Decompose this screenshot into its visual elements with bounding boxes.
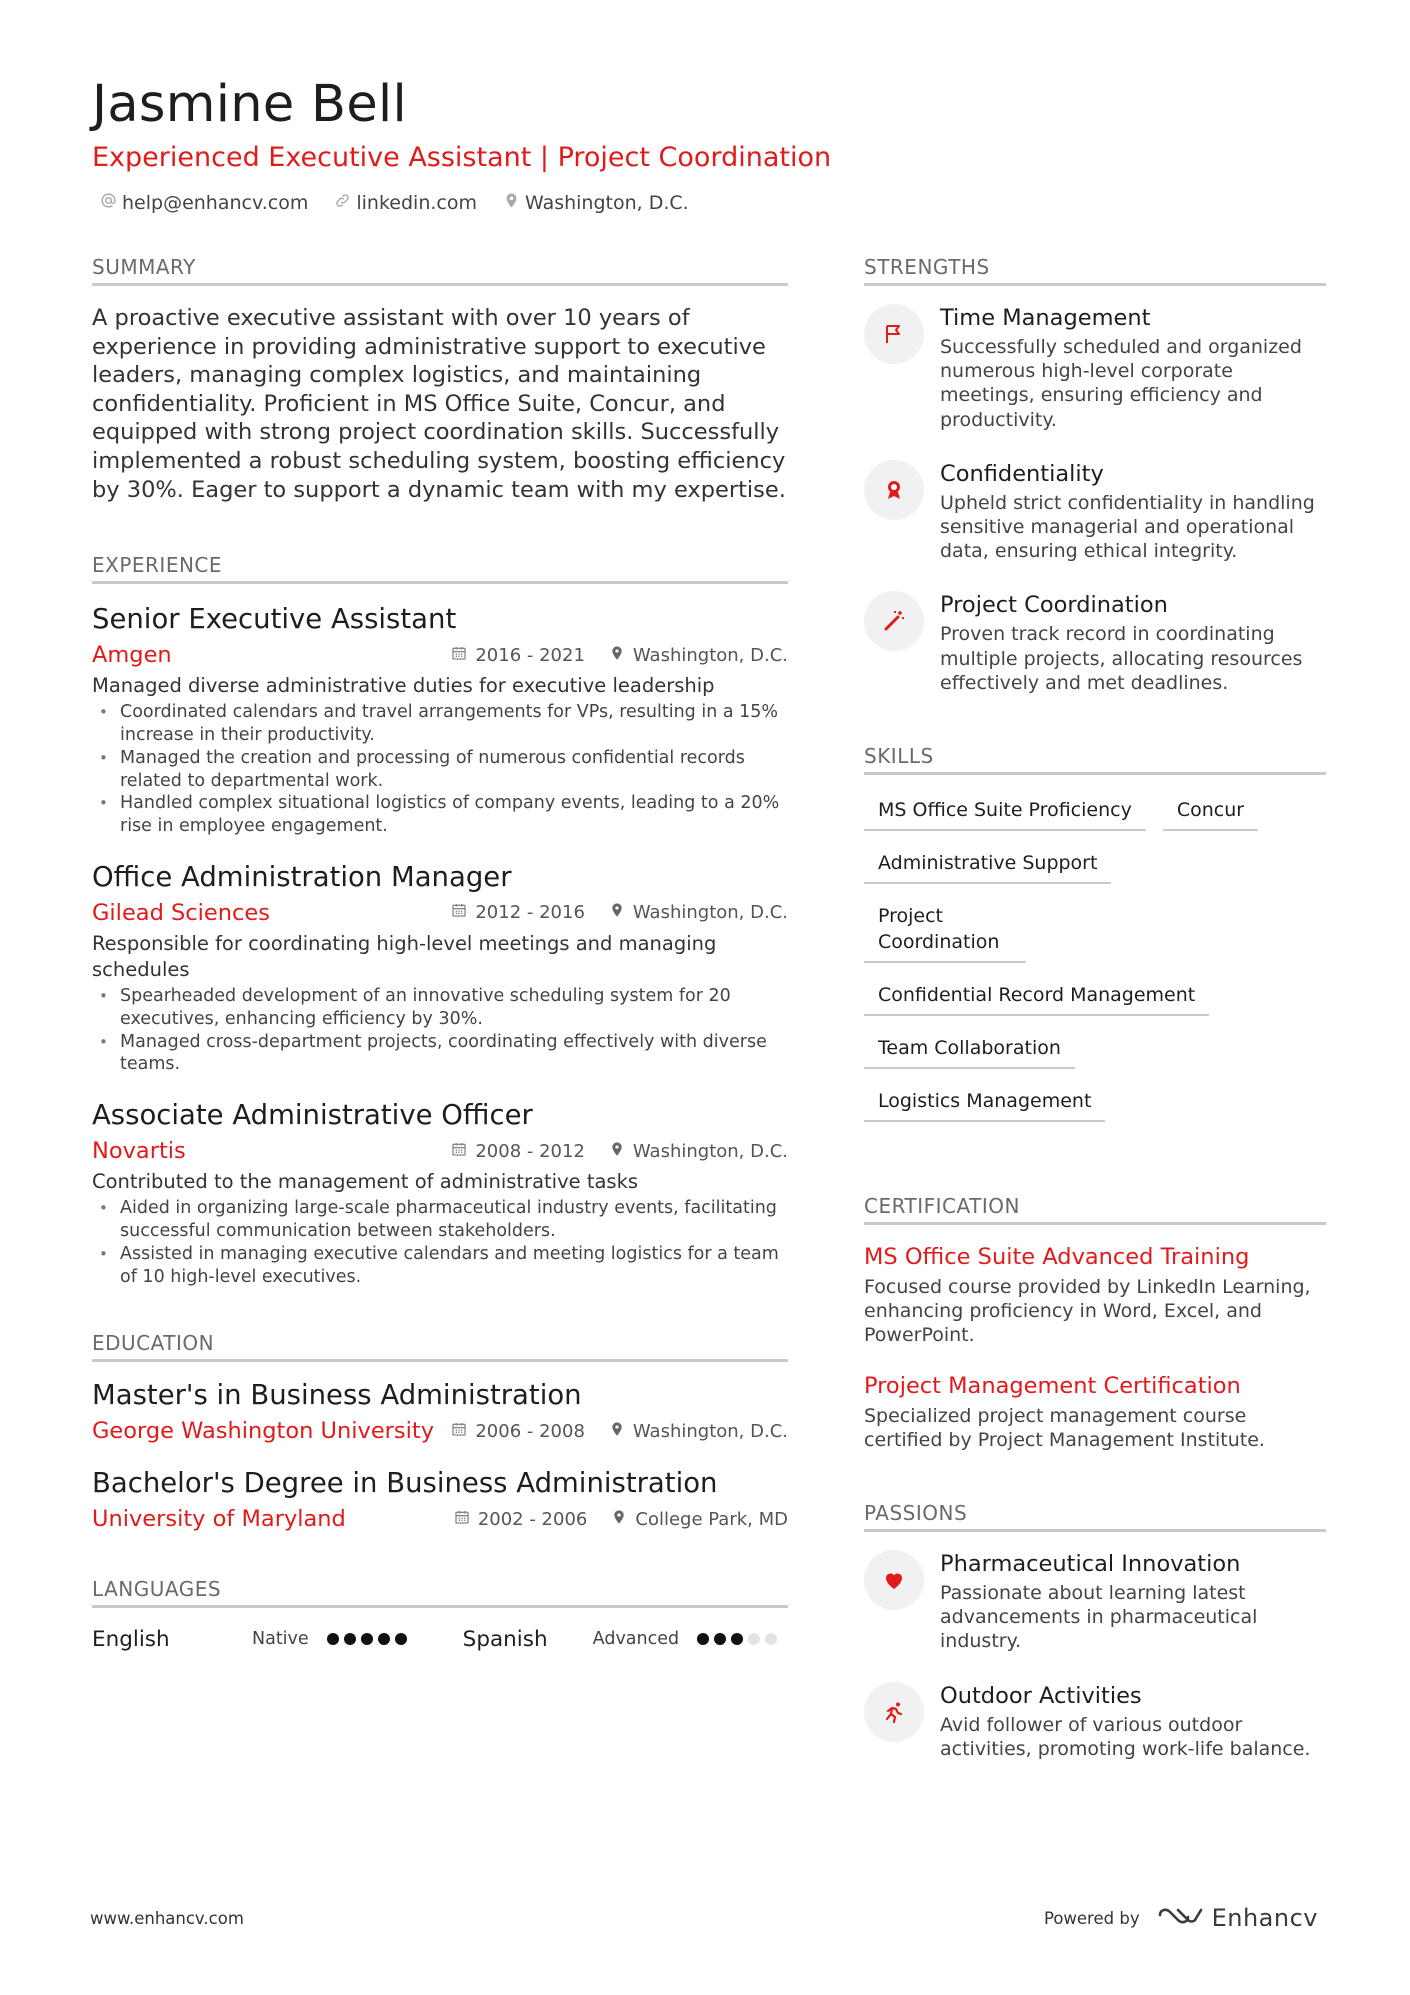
powered-by-text: Powered by (1043, 1908, 1140, 1928)
certification-heading: CERTIFICATION (864, 1193, 1326, 1225)
strength-item (864, 304, 1326, 432)
education-location (609, 1421, 788, 1442)
certification-item (864, 1243, 1326, 1348)
job-dates-text: 2008 - 2012 (475, 1140, 585, 1162)
strength-description: Proven track record in coordinating multiple projects, allocating resources effectively and met deadlines. (940, 623, 1303, 694)
powered-by (1044, 1904, 1318, 1932)
language-rating (327, 1633, 411, 1645)
education-heading: EDUCATION (92, 1330, 788, 1362)
rating-dot-filled (378, 1633, 390, 1645)
education-item (92, 1466, 788, 1534)
job-description: Responsible for coordinating high-level meetings and managing schedules (92, 931, 717, 981)
education-location-text: Washington, D.C. (632, 1420, 788, 1442)
footer-url[interactable]: www.enhancv.com (90, 1908, 244, 1928)
company-name: Amgen (92, 642, 172, 669)
job-dates-text: 2012 - 2016 (475, 902, 585, 924)
education-meta-row (92, 1416, 788, 1446)
link-icon (334, 192, 351, 214)
skill-tag: MS Office Suite Proficiency (864, 787, 1146, 831)
job-meta-row (92, 1136, 788, 1166)
job-location (609, 1141, 788, 1162)
language-rating (697, 1633, 777, 1645)
contact-email[interactable] (100, 192, 308, 214)
job-title: Associate Administrative Officer (92, 1099, 533, 1132)
job-title: Office Administration Manager (92, 860, 512, 893)
heart-icon (864, 1550, 924, 1610)
summary-text: A proactive executive assistant with over 10 years of experience in providing administrative support to executive leaders, managing complex logistics, and maintaining confidentiality. Proficient in MS Office Suite, Concur, and equipped with strong project coordination skills. Successfully implemented a robust scheduling system, boosting efficiency by 30%. Eager to support a dynamic team with my expertise. (92, 305, 786, 503)
job-dates-text: 2016 - 2021 (475, 644, 585, 666)
summary-section (92, 254, 788, 504)
education-meta-row (92, 1504, 788, 1534)
job-meta (451, 1141, 788, 1162)
rating-dot-filled (714, 1633, 726, 1645)
job-dates (451, 1141, 585, 1162)
education-dates (451, 1421, 585, 1442)
rating-dot-filled (344, 1633, 356, 1645)
education-location-text: College Park, MD (635, 1508, 788, 1530)
strength-description: Successfully scheduled and organized numerous high-level corporate meetings, ensuring efficiency and productivity. (940, 336, 1302, 431)
education-meta (454, 1509, 788, 1530)
location-pin-icon (503, 192, 520, 214)
left-column (92, 254, 788, 1656)
strength-title: Project Coordination (940, 592, 1168, 619)
at-icon (100, 192, 117, 214)
calendar-icon (451, 645, 467, 666)
strength-body (940, 591, 1326, 695)
language-name: English (92, 1626, 170, 1652)
job-bullet: • Aided in organizing large-scale pharmaceutical industry events, facilitating successful communication between stakeholders. (92, 1197, 788, 1243)
contact-bar (92, 192, 1332, 214)
experience-item (92, 1098, 788, 1288)
certification-title: MS Office Suite Advanced Training (864, 1244, 1250, 1271)
job-bullet: • Handled complex situational logistics of company events, leading to a 20% rise in employee engagement. (92, 792, 788, 838)
job-bullet: • Spearheaded development of an innovative scheduling system for 20 executives, enhancing efficiency by 30%. (92, 985, 788, 1031)
page-footer (90, 1904, 1318, 1932)
location-pin-icon (609, 902, 625, 923)
experience-heading: EXPERIENCE (92, 552, 788, 584)
magic-wand-icon (864, 591, 924, 651)
job-dates (451, 645, 585, 666)
calendar-icon (451, 1141, 467, 1162)
job-bullets (92, 1197, 788, 1288)
passions-heading: PASSIONS (864, 1500, 1326, 1532)
calendar-icon (451, 902, 467, 923)
languages-section (92, 1576, 788, 1656)
flag-icon (864, 304, 924, 364)
job-bullets (92, 985, 788, 1076)
school-name: University of Maryland (92, 1506, 346, 1533)
running-icon (864, 1682, 924, 1742)
job-location (609, 902, 788, 923)
job-bullet: • Managed cross-department projects, coordinating effectively with diverse teams. (92, 1031, 788, 1077)
candidate-title: Experienced Executive Assistant | Project Coordination (92, 142, 832, 173)
strengths-section (864, 254, 1326, 695)
education-location (611, 1509, 788, 1530)
languages-row (92, 1622, 788, 1656)
job-location-text: Washington, D.C. (632, 644, 788, 666)
company-name: Gilead Sciences (92, 899, 270, 926)
passion-item (864, 1550, 1326, 1654)
calendar-icon (454, 1509, 470, 1530)
job-meta-row (92, 640, 788, 670)
language-level: Native (252, 1629, 309, 1650)
contact-location-text: Washington, D.C. (525, 192, 689, 214)
certification-description: Focused course provided by LinkedIn Learning, enhancing proficiency in Word, Excel, and PowerPoint. (864, 1276, 1311, 1347)
skill-tag: Administrative Support (864, 840, 1111, 884)
job-bullet: • Assisted in managing executive calendars and meeting logistics for a team of 10 high-level executives. (92, 1243, 788, 1289)
education-item (92, 1378, 788, 1446)
contact-linkedin[interactable] (334, 192, 477, 214)
education-meta (451, 1421, 788, 1442)
strength-item (864, 460, 1326, 564)
job-bullet: • Coordinated calendars and travel arrangements for VPs, resulting in a 15% increase in their productivity. (92, 701, 788, 747)
brand-name: Enhancv (1211, 1904, 1318, 1932)
experience-section (92, 552, 788, 1288)
rating-dot-filled (731, 1633, 743, 1645)
degree-title: Bachelor's Degree in Business Administration (92, 1467, 718, 1500)
rating-dot-filled (395, 1633, 407, 1645)
job-meta (451, 902, 788, 923)
rating-dot-empty (765, 1633, 777, 1645)
experience-item (92, 860, 788, 1076)
skill-tag: Team Collaboration (864, 1025, 1075, 1069)
certification-section (864, 1193, 1326, 1452)
passion-title: Outdoor Activities (940, 1682, 1142, 1709)
skills-list (864, 787, 1326, 1131)
contact-linkedin-text: linkedin.com (356, 192, 477, 214)
job-meta-row (92, 898, 788, 928)
strength-body (940, 460, 1326, 564)
location-pin-icon (609, 1421, 625, 1442)
job-location-text: Washington, D.C. (632, 902, 788, 924)
skill-tag: Concur (1163, 787, 1258, 831)
job-location (609, 645, 788, 666)
skill-tag: Confidential Record Management (864, 972, 1209, 1016)
language-level: Advanced (592, 1629, 680, 1650)
strength-description: Upheld strict confidentiality in handling sensitive managerial and operational data, ensuring ethical integrity. (940, 491, 1315, 563)
skill-tag: Logistics Management (864, 1078, 1105, 1122)
certification-title: Project Management Certification (864, 1372, 1241, 1399)
job-location-text: Washington, D.C. (632, 1140, 788, 1162)
passion-body (940, 1682, 1326, 1761)
strength-title: Time Management (940, 305, 1151, 331)
education-dates-text: 2002 - 2006 (477, 1508, 588, 1530)
experience-item (92, 602, 788, 838)
rating-dot-filled (361, 1633, 373, 1645)
company-name: Novartis (92, 1138, 186, 1165)
job-description: Contributed to the management of administrative tasks (92, 1170, 639, 1194)
job-dates (451, 902, 585, 923)
strength-item (864, 591, 1326, 695)
passions-section (864, 1500, 1326, 1761)
education-dates (454, 1509, 588, 1530)
location-pin-icon (609, 1141, 625, 1162)
passion-title: Pharmaceutical Innovation (940, 1551, 1241, 1578)
job-meta (451, 645, 788, 666)
education-section (92, 1330, 788, 1534)
language-name: Spanish (462, 1626, 548, 1652)
strength-title: Confidentiality (940, 460, 1104, 487)
job-title: Senior Executive Assistant (92, 603, 457, 636)
degree-title: Master's in Business Administration (92, 1379, 582, 1412)
strength-body (940, 304, 1326, 432)
skill-tag: Project Coordination (864, 893, 1026, 963)
passion-description: Avid follower of various outdoor activities, promoting work-life balance. (940, 1713, 1311, 1760)
resume-header (92, 74, 1332, 214)
enhancv-logo-icon (1156, 1904, 1204, 1932)
location-pin-icon (611, 1509, 627, 1530)
location-pin-icon (609, 645, 625, 666)
strengths-heading: STRENGTHS (864, 254, 1326, 286)
rating-dot-empty (748, 1633, 760, 1645)
passion-body (940, 1550, 1326, 1654)
job-bullet: • Managed the creation and processing of numerous confidential records related to departmental work. (92, 747, 788, 793)
award-icon (864, 460, 924, 520)
passion-description: Passionate about learning latest advancements in pharmaceutical industry. (940, 1582, 1258, 1653)
job-description: Managed diverse administrative duties for executive leadership (92, 674, 715, 698)
certification-item (864, 1372, 1326, 1452)
school-name: George Washington University (92, 1418, 435, 1445)
candidate-name: Jasmine Bell (92, 75, 407, 134)
brand-logo[interactable] (1156, 1904, 1318, 1932)
languages-heading: LANGUAGES (92, 1576, 788, 1608)
skills-heading: SKILLS (864, 743, 1326, 775)
contact-email-text: help@enhancv.com (122, 192, 309, 214)
calendar-icon (451, 1421, 467, 1442)
contact-location (503, 192, 689, 214)
rating-dot-filled (697, 1633, 709, 1645)
skills-section (864, 743, 1326, 1131)
certification-description: Specialized project management course certified by Project Management Institute. (864, 1404, 1265, 1451)
passion-item (864, 1682, 1326, 1761)
summary-heading: SUMMARY (92, 254, 788, 286)
rating-dot-filled (327, 1633, 339, 1645)
right-column (864, 254, 1326, 1761)
job-bullets (92, 701, 788, 838)
education-dates-text: 2006 - 2008 (475, 1420, 585, 1442)
